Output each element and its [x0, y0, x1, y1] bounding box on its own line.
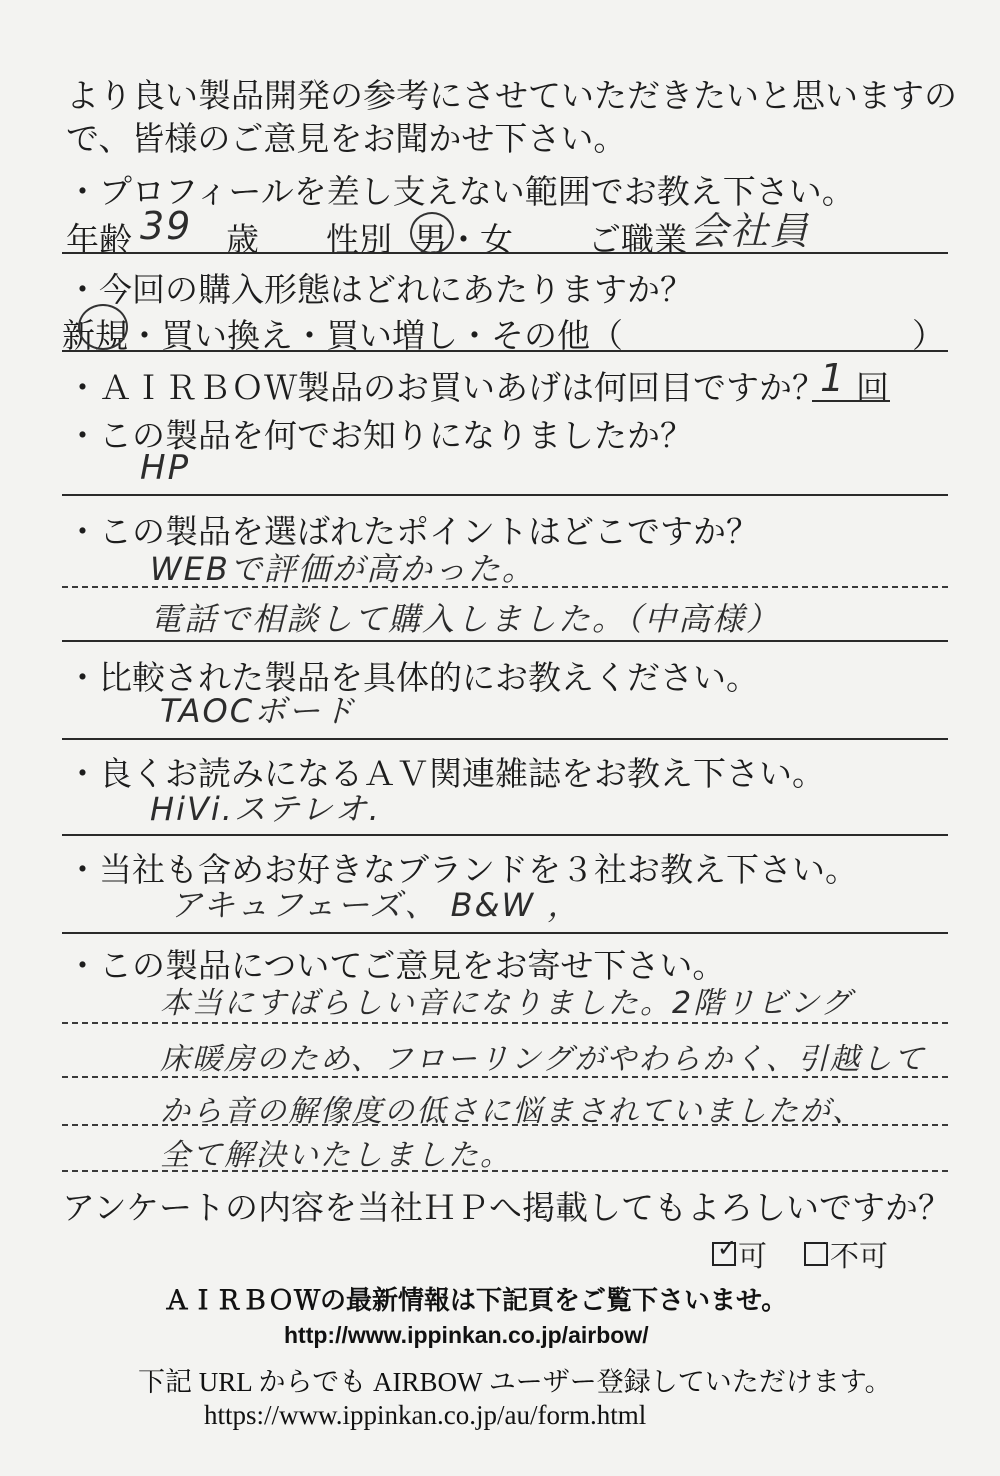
purchase-count-answer: 1 [820, 356, 847, 400]
purchase-count-unit: 回 [856, 368, 889, 407]
opinion-question: ・この製品についてご意見をお寄せ下さい。 [66, 946, 726, 985]
publish-ng-checkbox[interactable] [804, 1242, 828, 1266]
magazines-question: ・良くお読みになるＡＶ関連雑誌をお教え下さい。 [66, 754, 825, 793]
age-label: 年齢 [66, 220, 132, 259]
check-mark-icon: ✓ [717, 1234, 738, 1262]
job-value: 会社員 [690, 209, 811, 253]
intro-line-1: より良い製品開発の参考にさせていただきたいと思いますの [66, 76, 957, 115]
purchase-type-selected-circle [78, 304, 128, 350]
age-value: 39 [140, 204, 193, 248]
intro-line-2: で、皆様のご意見をお聞かせ下さい。 [66, 119, 627, 158]
opinion-line-4: 全て解決いたしました。 [160, 1138, 512, 1173]
source-underline [62, 494, 948, 496]
publish-question: アンケートの内容を当社ＨＰへ掲載してもよろしいですか？ [62, 1188, 952, 1227]
purchase-type-question: ・今回の購入形態はどれにあたりますか？ [66, 270, 693, 309]
reasons-dash-1 [62, 586, 948, 588]
gender-label: 性別 [326, 220, 392, 259]
purchase-type-underline [62, 350, 948, 352]
footer-form-url[interactable]: https://www.ippinkan.co.jp/au/form.html [204, 1400, 647, 1430]
footer-note: 下記 URL からでも AIRBOW ユーザー登録していただけます。 [138, 1367, 892, 1397]
footer-headline: ＡＩＲＢＯＷの最新情報は下記頁をご覧下さいませ。 [164, 1285, 788, 1315]
brands-underline [62, 932, 948, 934]
publish-ok-label: 可 [738, 1239, 768, 1273]
reasons-line-1: WEBで評価が高かった。 [150, 550, 536, 588]
compared-underline [62, 738, 948, 740]
profile-underline [62, 252, 948, 254]
publish-ok-checkbox[interactable] [712, 1234, 738, 1266]
purchase-type-options: 新規・買い換え・買い増し・その他（ [62, 316, 623, 355]
gender-options: 男・女 [414, 220, 513, 259]
compared-answer: TAOCボード [160, 692, 357, 730]
opinion-line-3: から音の解像度の低さに悩まされていましたが、 [160, 1094, 864, 1129]
brands-question: ・当社も含めお好きなブランドを３社お教え下さい。 [66, 850, 858, 889]
opinion-dash-2 [62, 1076, 948, 1078]
opinion-dash-1 [62, 1022, 948, 1024]
source-question: ・この製品を何でお知りになりましたか？ [66, 416, 693, 455]
gender-selected-circle [410, 212, 454, 254]
purchase-type-close-paren: ） [912, 316, 945, 355]
profile-question: ・プロフィールを差し支えない範囲でお教え下さい。 [66, 172, 855, 211]
opinion-line-1: 本当にすばらしい音になりました。2階リビング [160, 986, 853, 1021]
publish-ng-label: 不可 [830, 1239, 889, 1273]
purchase-count-underline [812, 400, 890, 402]
compared-question: ・比較された製品を具体的にお教えください。 [66, 658, 759, 697]
job-label: ご職業 [588, 220, 687, 259]
footer-url[interactable]: http://www.ippinkan.co.jp/airbow/ [284, 1322, 649, 1348]
reasons-underline [62, 640, 948, 642]
brands-answer: アキュフェーズ、 B&W ， [170, 886, 582, 924]
purchase-count-question: ・ＡＩＲＢＯＷ製品のお買いあげは何回目ですか？ [66, 368, 825, 407]
magazines-answer: HiVi.ステレオ. [150, 790, 381, 828]
opinion-dash-4 [62, 1170, 948, 1172]
reasons-line-2: 電話で相談して購入しました。（中高様） [150, 600, 781, 638]
source-answer: HP [140, 448, 191, 488]
opinion-line-2: 床暖房のため、フローリングがやわらかく、引越して [160, 1042, 926, 1077]
opinion-dash-3 [62, 1124, 948, 1126]
age-unit: 歳 [226, 220, 259, 259]
magazines-underline [62, 834, 948, 836]
reasons-question: ・この製品を選ばれたポイントはどこですか？ [66, 512, 759, 551]
